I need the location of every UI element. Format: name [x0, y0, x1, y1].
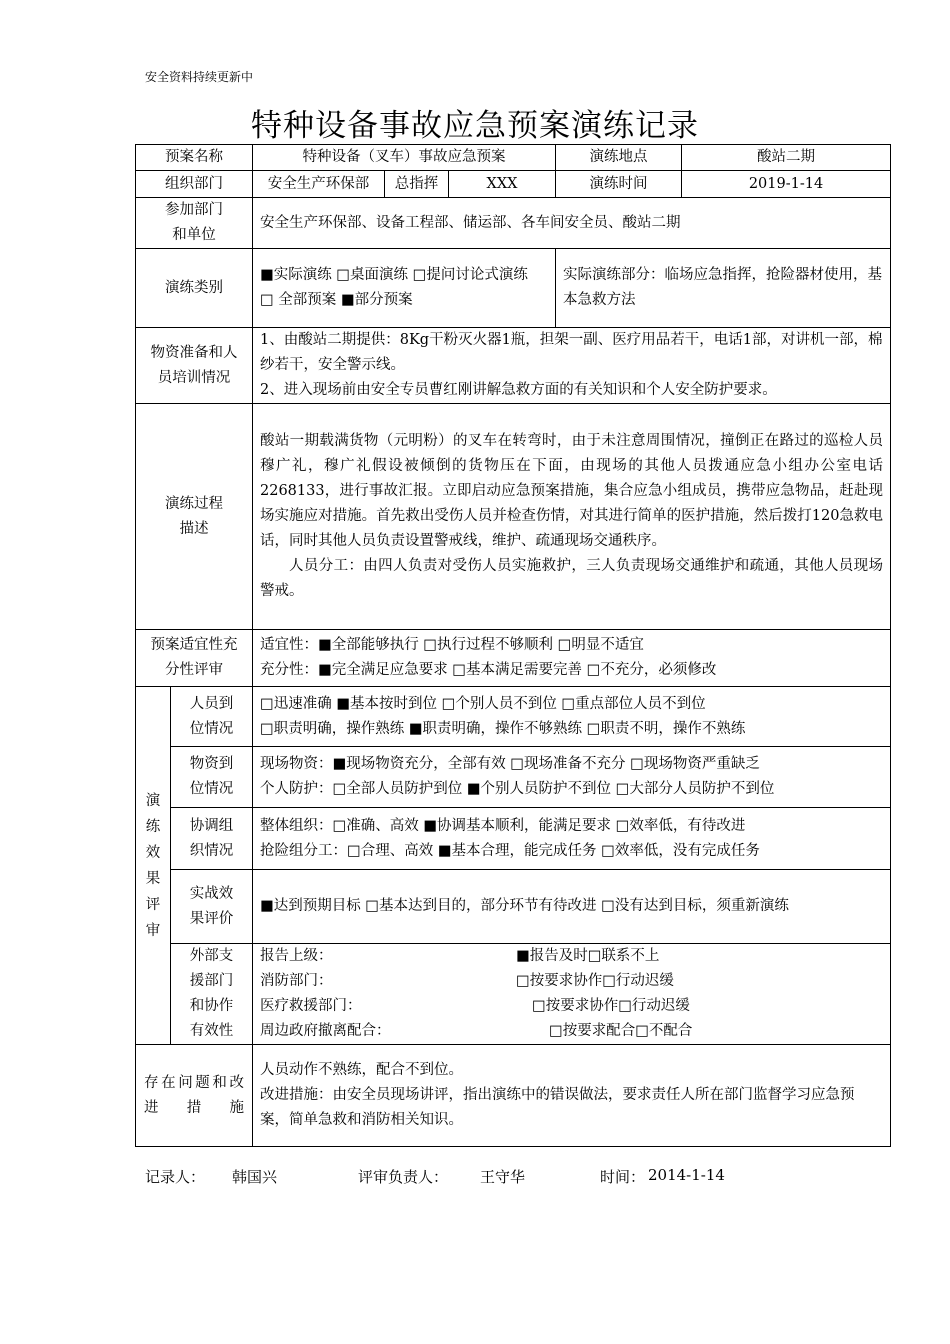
coordination-content	[253, 808, 891, 870]
coordination-line1: 整体组织：□准确、高效 ■协调基本顺利，能满足要求 □效率低，有待改进	[260, 817, 746, 834]
external-row	[260, 994, 883, 1019]
date-value: 2014-1-14	[648, 1166, 725, 1184]
row-combat	[136, 870, 891, 944]
preparation-content	[253, 328, 891, 404]
coordination-line2: 抢险组分工：□合理、高效 ■基本合理，能完成任务 □效率低，没有完成任务	[260, 842, 760, 859]
external-opts: □按要求配合□不配合	[549, 1023, 693, 1039]
external-opts: □按要求协作□行动迟缓	[516, 973, 674, 989]
materials-line1: 现场物资：■现场物资充分，全部有效 □现场准备不充分 □现场物资严重缺乏	[260, 756, 760, 772]
problems-line1: 人员动作不熟练，配合不到位。	[260, 1062, 463, 1078]
reviewer-name: 王守华	[480, 1168, 526, 1186]
personnel-line1: □迅速准确 ■基本按时到位 □个别人员不到位 □重点部位人员不到位	[260, 695, 706, 712]
suitability-line2: 充分性：■完全满足应急要求 □基本满足需要完善 □不充分，必须修改	[260, 662, 717, 678]
participants-value: 安全生产环保部、设备工程部、储运部、各车间安全员、酸站二期	[253, 198, 891, 249]
location-label: 演练地点	[556, 145, 682, 171]
process-para2: 人员分工：由四人负责对受伤人员实施救护，三人负责现场交通维护和疏通，其他人员现场警戒。	[260, 558, 884, 599]
row-problems	[136, 1045, 891, 1147]
preparation-line2: 2、进入现场前由安全专员曹红刚讲解急救方面的有关知识和个人安全防护要求。	[260, 382, 777, 398]
external-opts: ■报告及时□联系不上	[516, 948, 660, 964]
drill-type-options	[253, 249, 556, 328]
location-value: 酸站二期	[682, 145, 891, 171]
org-value: 安全生产环保部	[253, 171, 385, 198]
commander-value: XXX	[449, 171, 556, 198]
recorder-label: 记录人：	[145, 1168, 206, 1186]
preparation-line1: 1、由酸站二期提供：8Kg干粉灭火器1瓶，担架一副、医疗用品若干，电话1部，对讲机一部，棉纱若干，安全警示线。	[260, 332, 883, 373]
problems-label: 存在问题和改进措施	[136, 1045, 253, 1147]
row-suitability	[136, 630, 891, 687]
row-materials	[136, 747, 891, 808]
external-content	[253, 944, 891, 1045]
time-label: 演练时间	[556, 171, 682, 198]
coordination-label: 协调组织情况	[171, 808, 253, 870]
row-drill-type	[136, 249, 891, 328]
external-row	[260, 1019, 883, 1044]
effect-label: 演练效果评审	[136, 687, 171, 1045]
plan-name-label: 预案名称	[136, 145, 253, 171]
drill-type-line1: ■实际演练 □桌面演练 □提问讨论式演练	[260, 267, 528, 283]
suitability-line1: 适宜性：■全部能够执行 □执行过程不够顺利 □明显不适宜	[260, 637, 644, 653]
row-external	[136, 944, 891, 1045]
row-participants	[136, 198, 891, 249]
personnel-content	[253, 687, 891, 747]
external-opts: □按要求协作□行动迟缓	[532, 998, 690, 1014]
suitability-content	[253, 630, 891, 687]
participants-label-line1: 参加部门	[165, 202, 223, 218]
external-name: 消防部门：	[260, 973, 333, 989]
row-coordination	[136, 808, 891, 870]
page-title: 特种设备事故应急预案演练记录	[251, 108, 699, 144]
external-row	[260, 944, 883, 969]
problems-content	[253, 1045, 891, 1147]
recorder-name: 韩国兴	[232, 1168, 278, 1186]
time-value: 2019-1-14	[682, 171, 891, 198]
row-plan-name	[136, 145, 891, 171]
process-label: 演练过程描述	[136, 404, 253, 630]
participants-label	[136, 198, 253, 249]
materials-label: 物资到位情况	[171, 747, 253, 808]
external-name: 周边政府撤离配合：	[260, 1023, 391, 1039]
date-label: 时间：	[600, 1168, 646, 1186]
personnel-line2: □职责明确，操作熟练 ■职责明确，操作不够熟练 □职责不明，操作不熟练	[260, 720, 746, 737]
combat-content: ■达到预期目标 □基本达到目的，部分环节有待改进 □没有达到目标，须重新演练	[253, 870, 891, 944]
preparation-label: 物资准备和人员培训情况	[136, 328, 253, 404]
suitability-label: 预案适宜性充分性评审	[136, 630, 253, 687]
external-label: 外部支援部门和协作有效性	[171, 944, 253, 1045]
org-label: 组织部门	[136, 171, 253, 198]
plan-name-value: 特种设备（叉车）事故应急预案	[253, 145, 556, 171]
commander-label: 总指挥	[385, 171, 449, 198]
combat-label: 实战效果评价	[171, 870, 253, 944]
row-process	[136, 404, 891, 630]
problems-line2: 改进措施：由安全员现场讲评，指出演练中的错误做法，要求责任人所在部门监督学习应急预案，简单急救和消防相关知识。	[260, 1087, 855, 1128]
drill-record-table	[135, 144, 891, 1147]
drill-type-line2: □ 全部预案 ■部分预案	[260, 292, 413, 308]
drill-type-label: 演练类别	[136, 249, 253, 328]
header-note: 安全资料持续更新中	[145, 70, 254, 84]
process-para1: 酸站一期载满货物（元明粉）的叉车在转弯时，由于未注意周围情况，撞倒正在路过的巡检人员穆广礼，穆广礼假设被倾倒的货物压在下面，由现场的其他人员拨通应急小组办公室电话2268133，进行事故汇报。立即启动应急预案措施，集合应急小组成员，携带应急物品，赶赴现场实施应对措施。首先救出受伤人员并检查伤情，对其进行简单的医护措施，然后拨打120急救电话，同时其他人员负责设置警戒线，维护、疏通现场交通秩序。	[260, 433, 884, 549]
process-content	[253, 404, 891, 630]
external-row	[260, 969, 883, 994]
materials-line2: 个人防护：□全部人员防护到位 ■个别人员防护不到位 □大部分人员防护不到位	[260, 781, 775, 797]
row-org	[136, 171, 891, 198]
participants-label-line2: 和单位	[172, 227, 216, 243]
row-preparation	[136, 328, 891, 404]
personnel-label: 人员到位情况	[171, 687, 253, 747]
external-name: 医疗救援部门：	[260, 998, 362, 1014]
materials-content	[253, 747, 891, 808]
external-name: 报告上级：	[260, 948, 333, 964]
actual-drill-part: 实际演练部分：临场应急指挥，抢险器材使用，基本急救方法	[556, 249, 891, 328]
row-personnel	[136, 687, 891, 747]
reviewer-label: 评审负责人：	[358, 1168, 449, 1186]
